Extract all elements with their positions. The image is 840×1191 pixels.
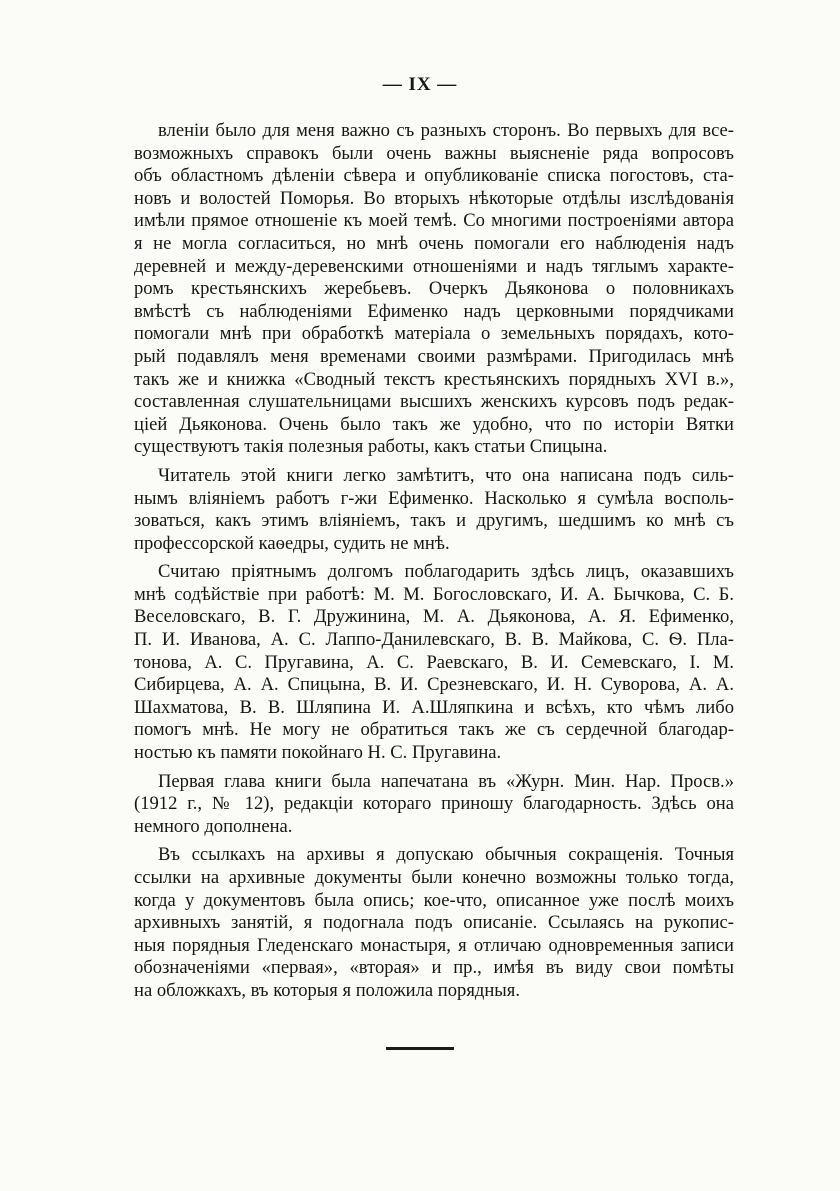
text-line: ціей Дьяконова. Очень было такъ же удобно, что по исторіи Вятки [134,413,734,435]
paragraph [134,561,734,764]
text-line: такъ же и книжка «Сводный текстъ крестьянскихъ порядныхъ XVI в.», [134,368,734,390]
text-line: (1912 г., № 12), редакціи котораго приношу благодарность. Здѣсь она [134,793,734,815]
text-line: профессорской каѳедры, судить не мнѣ. [134,532,450,554]
page-number: — IX — [382,74,458,95]
text-line: Первая глава книги была напечатана въ «Журн. Мин. Нар. Просв.» [158,770,734,792]
text-line: Читатель этой книги легко замѣтитъ, что она написана подъ силь- [158,464,734,486]
text-line: рый подавлялъ меня временами своими размѣрами. Пригодилась мнѣ [134,345,734,367]
end-of-text-rule [386,1047,454,1050]
text-line: нымъ вліяніемъ работъ г-жи Ефименко. Насколько я сумѣла восполь- [134,487,734,509]
text-line: когда у документовъ была опись; кое-что, описанное уже послѣ моихъ [134,889,734,911]
text-line: мнѣ содѣйствіе при работѣ: М. М. Богословскаго, И. А. Бычкова, С. Б. [134,583,734,605]
text-line: ностью къ памяти покойнаго Н. С. Пругавина. [134,742,502,764]
paragraph [134,771,734,839]
text-line: вмѣстѣ съ наблюденіями Ефименко надъ церковными порядчиками [134,300,734,322]
text-line: немного дополнена. [134,815,293,837]
paragraph [134,465,734,555]
text-line: имѣли прямое отношеніе къ моей темѣ. Со многими построеніями автора [134,210,734,232]
paragraph [134,120,734,459]
text-line: деревней и между-деревенскими отношеніями и надъ тяглымъ характе- [134,255,734,277]
text-line: обозначеніями «первая», «вторая» и пр., имѣя въ виду свои помѣты [134,957,734,979]
text-line: я не могла согласиться, но мнѣ очень помогали его наблюденія надъ [134,232,734,254]
text-line: объ областномъ дѣленіи сѣвера и опубликованіе списка погостовъ, ста- [134,165,734,187]
text-line: возможныхъ справокъ были очень важны выясненіе ряда вопросовъ [134,142,734,164]
paragraph [134,844,734,1002]
text-line: ссылки на архивные документы были конечно возможны только тогда, [134,867,734,888]
text-line: Сибирцева, А. А. Спицына, В. И. Срезневскаго, И. Н. Суворова, А. А. [134,674,734,696]
text-line: Веселовскаго, В. Г. Дружинина, М. А. Дьяконова, А. Я. Ефименко, [134,606,734,628]
text-line: Шахматова, В. В. Шляпина И. А.Шляпкина и всѣхъ, кто чѣмъ либо [134,696,734,718]
text-line: вленіи было для меня важно съ разныхъ сторонъ. Во первыхъ для все- [158,120,734,141]
text-line: зоваться, какъ этимъ вліяніемъ, такъ и другимъ, шедшимъ ко мнѣ съ [134,510,734,532]
text-line: составленная слушательницами высшихъ женскихъ курсовъ подъ редак- [134,391,734,413]
text-line: помогъ мнѣ. Не могу не обратиться такъ же съ сердечной благодар- [134,719,734,741]
text-line: ромъ крестьянскихъ жеребьевъ. Очеркъ Дьяконова о половникахъ [134,278,734,300]
text-line: тонова, А. С. Пругавина, А. С. Раевскаго, В. И. Семевскаго, І. М. [134,651,734,673]
text-line: П. И. Иванова, А. С. Лаппо-Данилевскаго, В. В. Майкова, С. Ѳ. Пла- [134,629,734,651]
text-line: Считаю пріятнымъ долгомъ поблагодарить здѣсь лицъ, оказавшихъ [158,561,734,583]
text-line: на обложкахъ, въ которыя я положила порядныя. [134,979,520,1001]
text-line: архивныхъ занятій, я подогнала подъ описаніе. Ссылаясь на рукопис- [134,912,734,934]
body-text [134,120,734,1009]
text-line: ныя порядныя Гледенскаго монастыря, я отличаю одновременныя записи [134,934,734,956]
text-line: помогали мнѣ при обработкѣ матеріала о земельныхъ порядахъ, кото- [134,323,734,345]
text-line: новъ и волостей Поморья. Во вторыхъ нѣкоторые отдѣлы изслѣдованія [134,187,734,209]
text-line: Въ ссылкахъ на архивы я допускаю обычныя сокращенія. Точныя [158,844,734,866]
text-line: существуютъ такія полезныя работы, какъ статьи Спицына. [134,436,608,458]
